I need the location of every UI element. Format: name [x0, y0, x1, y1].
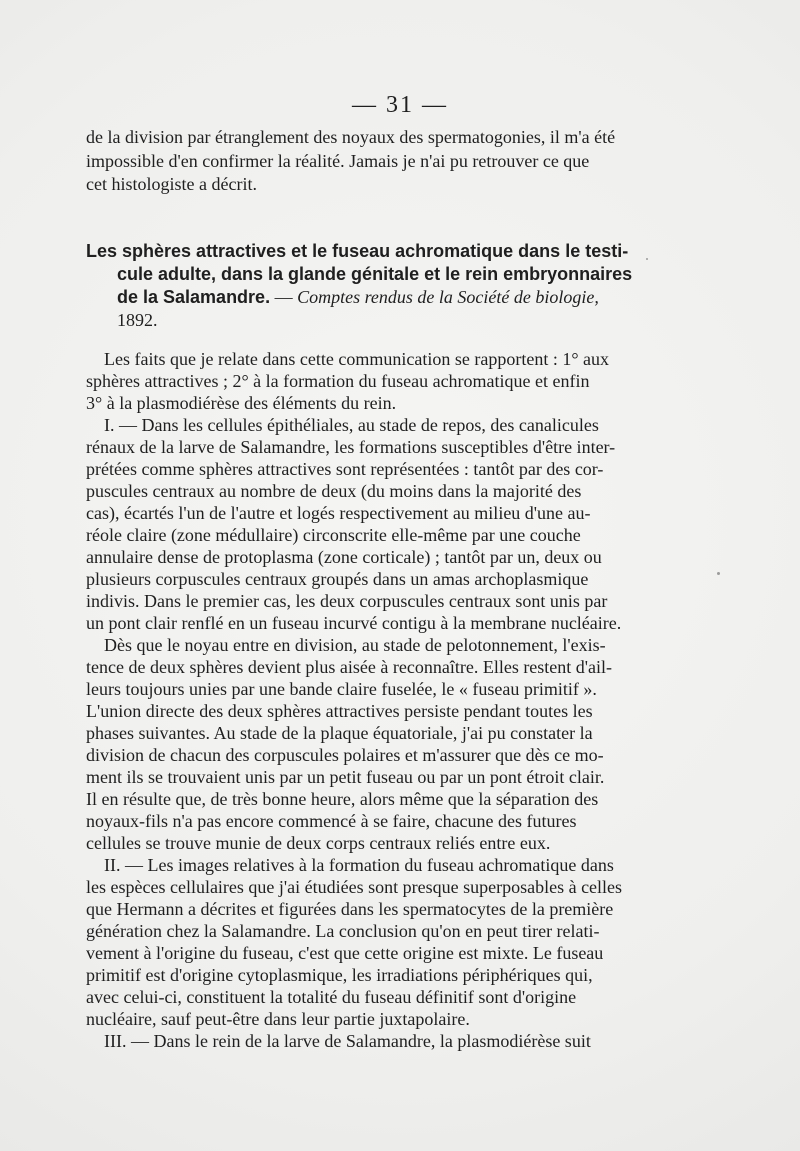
paragraph-line: rénaux de la larve de Salamandre, les formations susceptibles d'être inter-: [86, 437, 616, 457]
paragraph-line: cellules se trouve munie de deux corps centraux reliés entre eux.: [86, 833, 551, 853]
paragraph-line: Les faits que je relate dans cette communication se rapportent : 1° aux: [104, 349, 610, 369]
intro-line: de la division par étranglement des noyaux des spermatogonies, il m'a été: [86, 127, 616, 147]
paragraph-line: division de chacun des corpuscules polaires et m'assurer que dès ce mo-: [86, 745, 604, 765]
paragraph-1: [86, 348, 642, 414]
paragraph-line: Dès que le noyau entre en division, au stade de pelotonnement, l'exis-: [104, 635, 606, 655]
intro-line: impossible d'en confirmer la réalité. Jamais je n'ai pu retrouver ce que: [86, 150, 590, 171]
paragraph-line: sphères attractives ; 2° à la formation du fuseau achromatique et enfin: [86, 371, 590, 391]
paragraph-line: les espèces cellulaires que j'ai étudiées sont presque superposables à celles: [86, 877, 623, 897]
page-number: — 31 —: [352, 92, 448, 118]
title-dash: —: [270, 287, 298, 307]
paragraph-line: I. — Dans les cellules épithéliales, au stade de repos, des canalicules: [104, 415, 599, 435]
paragraph-line: ment ils se trouvaient unis par un petit fuseau ou par un pont étroit clair.: [86, 767, 605, 787]
paragraph-3: [86, 634, 642, 854]
paragraph-line: tence de deux sphères devient plus aisée à reconnaître. Elles restent d'ail-: [86, 657, 613, 677]
paragraph-line: puscules centraux au nombre de deux (du moins dans la majorité des: [86, 481, 582, 501]
paragraph-5: [86, 1030, 642, 1052]
paragraph-line: génération chez la Salamandre. La conclusion qu'on en peut tirer relati-: [86, 921, 600, 941]
publication-year: 1892.: [117, 310, 158, 330]
paragraph-line: plusieurs corpuscules centraux groupés dans un amas archoplasmique: [86, 569, 589, 589]
intro-paragraph: [86, 126, 640, 197]
paragraph-line: noyaux-fils n'a pas encore commencé à se faire, chacune des futures: [86, 811, 577, 831]
paragraph-line: prétées comme sphères attractives sont représentées : tantôt par des cor-: [86, 459, 604, 479]
paragraph-line: nucléaire, sauf peut-être dans leur partie juxtapolaire.: [86, 1009, 470, 1029]
paragraph-line: cas), écartés l'un de l'autre et logés respectivement au milieu d'une au-: [86, 503, 591, 523]
article-title: [86, 240, 644, 332]
paragraph-line: leurs toujours unies par une bande claire fuselée, le « fuseau primitif ».: [86, 679, 597, 699]
title-line: cule adulte, dans la glande génitale et le rein embryonnaires: [117, 264, 633, 284]
paragraph-line: L'union directe des deux sphères attractives persiste pendant toutes les: [86, 701, 593, 721]
paragraph-line: indivis. Dans le premier cas, les deux corpuscules centraux sont unis par: [86, 591, 608, 611]
paragraph-line: annulaire dense de protoplasma (zone corticale) ; tantôt par un, deux ou: [86, 547, 602, 567]
title-subject: de la Salamandre.: [117, 287, 271, 307]
paragraph-line: vement à l'origine du fuseau, c'est que cette origine est mixte. Le fuseau: [86, 943, 604, 963]
paragraph-line: primitif est d'origine cytoplasmique, les irradiations périphériques qui,: [86, 965, 593, 985]
paragraph-line: 3° à la plasmodiérèse des éléments du rein.: [86, 393, 397, 413]
paragraph-line: Il en résulte que, de très bonne heure, alors même que la séparation des: [86, 789, 599, 809]
paragraph-line: avec celui-ci, constituent la totalité du fuseau définitif sont d'origine: [86, 987, 577, 1007]
paragraph-2: [86, 414, 642, 634]
paragraph-line: réole claire (zone médullaire) circonscrite elle-même par une couche: [86, 525, 581, 545]
title-line: [86, 286, 644, 309]
paragraph-4: [86, 854, 642, 1030]
intro-line: cet histologiste a décrit.: [86, 174, 257, 194]
body-text: [86, 348, 642, 1052]
paragraph-line: III. — Dans le rein de la larve de Salamandre, la plasmodiérèse suit: [104, 1031, 591, 1051]
journal-citation: Comptes rendus de la Société de biologie,: [297, 287, 599, 307]
paper-speck: [717, 572, 720, 575]
paragraph-line: que Hermann a décrites et figurées dans les spermatocytes de la première: [86, 899, 614, 919]
paragraph-line: II. — Les images relatives à la formation du fuseau achromatique dans: [104, 855, 614, 875]
title-line: Les sphères attractives et le fuseau achromatique dans le testi-: [86, 241, 629, 261]
paragraph-line: phases suivantes. Au stade de la plaque équatoriale, j'ai pu constater la: [86, 723, 593, 743]
paper-speck: [646, 258, 648, 260]
paragraph-line: un pont clair renflé en un fuseau incurvé contigu à la membrane nucléaire.: [86, 613, 622, 633]
